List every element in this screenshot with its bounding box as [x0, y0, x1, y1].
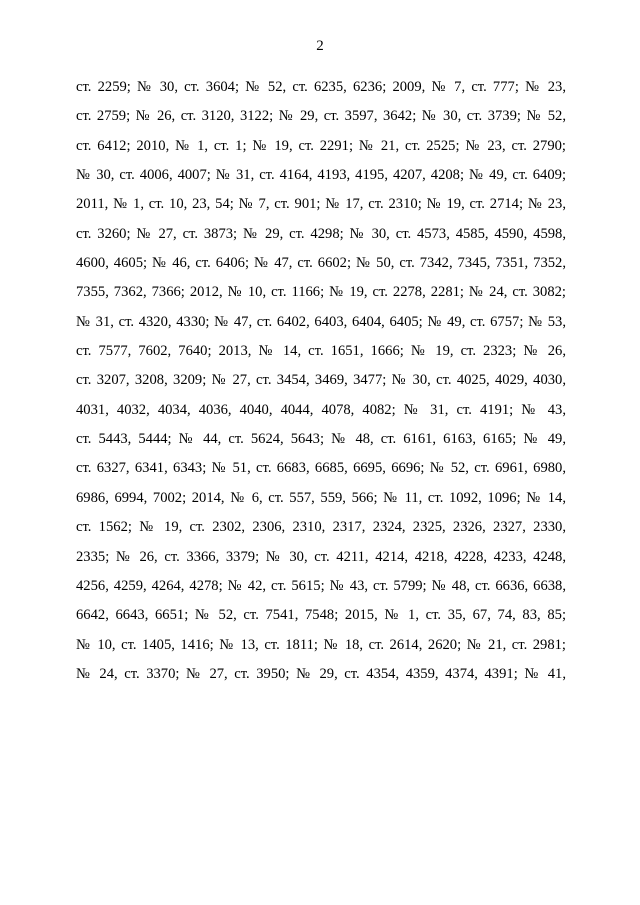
text-line: ст. 1562; № 19, ст. 2302, 2306, 2310, 2317, 2324, 2325, 2326, 2327, 2330, [76, 519, 566, 536]
text-line: 2335; № 26, ст. 3366, 3379; № 30, ст. 4211, 4214, 4218, 4228, 4233, 4248, [76, 548, 566, 565]
text-line: ст. 3260; № 27, ст. 3873; № 29, ст. 4298; № 30, ст. 4573, 4585, 4590, 4598, [76, 225, 566, 242]
text-line: 6642, 6643, 6651; № 52, ст. 7541, 7548; 2015, № 1, ст. 35, 67, 74, 83, 85; [76, 607, 566, 624]
text-line: 6986, 6994, 7002; 2014, № 6, ст. 557, 559, 566; № 11, ст. 1092, 1096; № 14, [76, 489, 566, 506]
text-line: 7355, 7362, 7366; 2012, № 10, ст. 1166; № 19, ст. 2278, 2281; № 24, ст. 3082; [76, 284, 566, 301]
text-line: 4600, 4605; № 46, ст. 6406; № 47, ст. 6602; № 50, ст. 7342, 7345, 7351, 7352, [76, 255, 566, 272]
text-line: ст. 6412; 2010, № 1, ст. 1; № 19, ст. 2291; № 21, ст. 2525; № 23, ст. 2790; [76, 137, 566, 154]
text-line: ст. 6327, 6341, 6343; № 51, ст. 6683, 6685, 6695, 6696; № 52, ст. 6961, 6980, [76, 460, 566, 477]
text-line: 4031, 4032, 4034, 4036, 4040, 4044, 4078, 4082; № 31, ст. 4191; № 43, [76, 401, 566, 418]
page-number: 2 [316, 38, 324, 54]
text-line: № 31, ст. 4320, 4330; № 47, ст. 6402, 6403, 6404, 6405; № 49, ст. 6757; № 53, [76, 313, 566, 330]
document-body [76, 73, 566, 689]
text-line: 4256, 4259, 4264, 4278; № 42, ст. 5615; № 43, ст. 5799; № 48, ст. 6636, 6638, [76, 577, 566, 594]
text-line: ст. 2259; № 30, ст. 3604; № 52, ст. 6235, 6236; 2009, № 7, ст. 777; № 23, [76, 79, 566, 95]
text-line: ст. 2759; № 26, ст. 3120, 3122; № 29, ст. 3597, 3642; № 30, ст. 3739; № 52, [76, 108, 566, 125]
text-line: 2011, № 1, ст. 10, 23, 54; № 7, ст. 901; № 17, ст. 2310; № 19, ст. 2714; № 23, [76, 196, 566, 213]
text-line: ст. 3207, 3208, 3209; № 27, ст. 3454, 3469, 3477; № 30, ст. 4025, 4029, 4030, [76, 372, 566, 389]
text-line: ст. 7577, 7602, 7640; 2013, № 14, ст. 1651, 1666; № 19, ст. 2323; № 26, [76, 343, 566, 360]
text-line: № 10, ст. 1405, 1416; № 13, ст. 1811; № 18, ст. 2614, 2620; № 21, ст. 2981; [76, 636, 566, 653]
text-line: № 24, ст. 3370; № 27, ст. 3950; № 29, ст. 4354, 4359, 4374, 4391; № 41, [76, 665, 566, 682]
text-line: ст. 5443, 5444; № 44, ст. 5624, 5643; № 48, ст. 6161, 6163, 6165; № 49, [76, 431, 566, 448]
text-line: № 30, ст. 4006, 4007; № 31, ст. 4164, 4193, 4195, 4207, 4208; № 49, ст. 6409; [76, 167, 566, 184]
